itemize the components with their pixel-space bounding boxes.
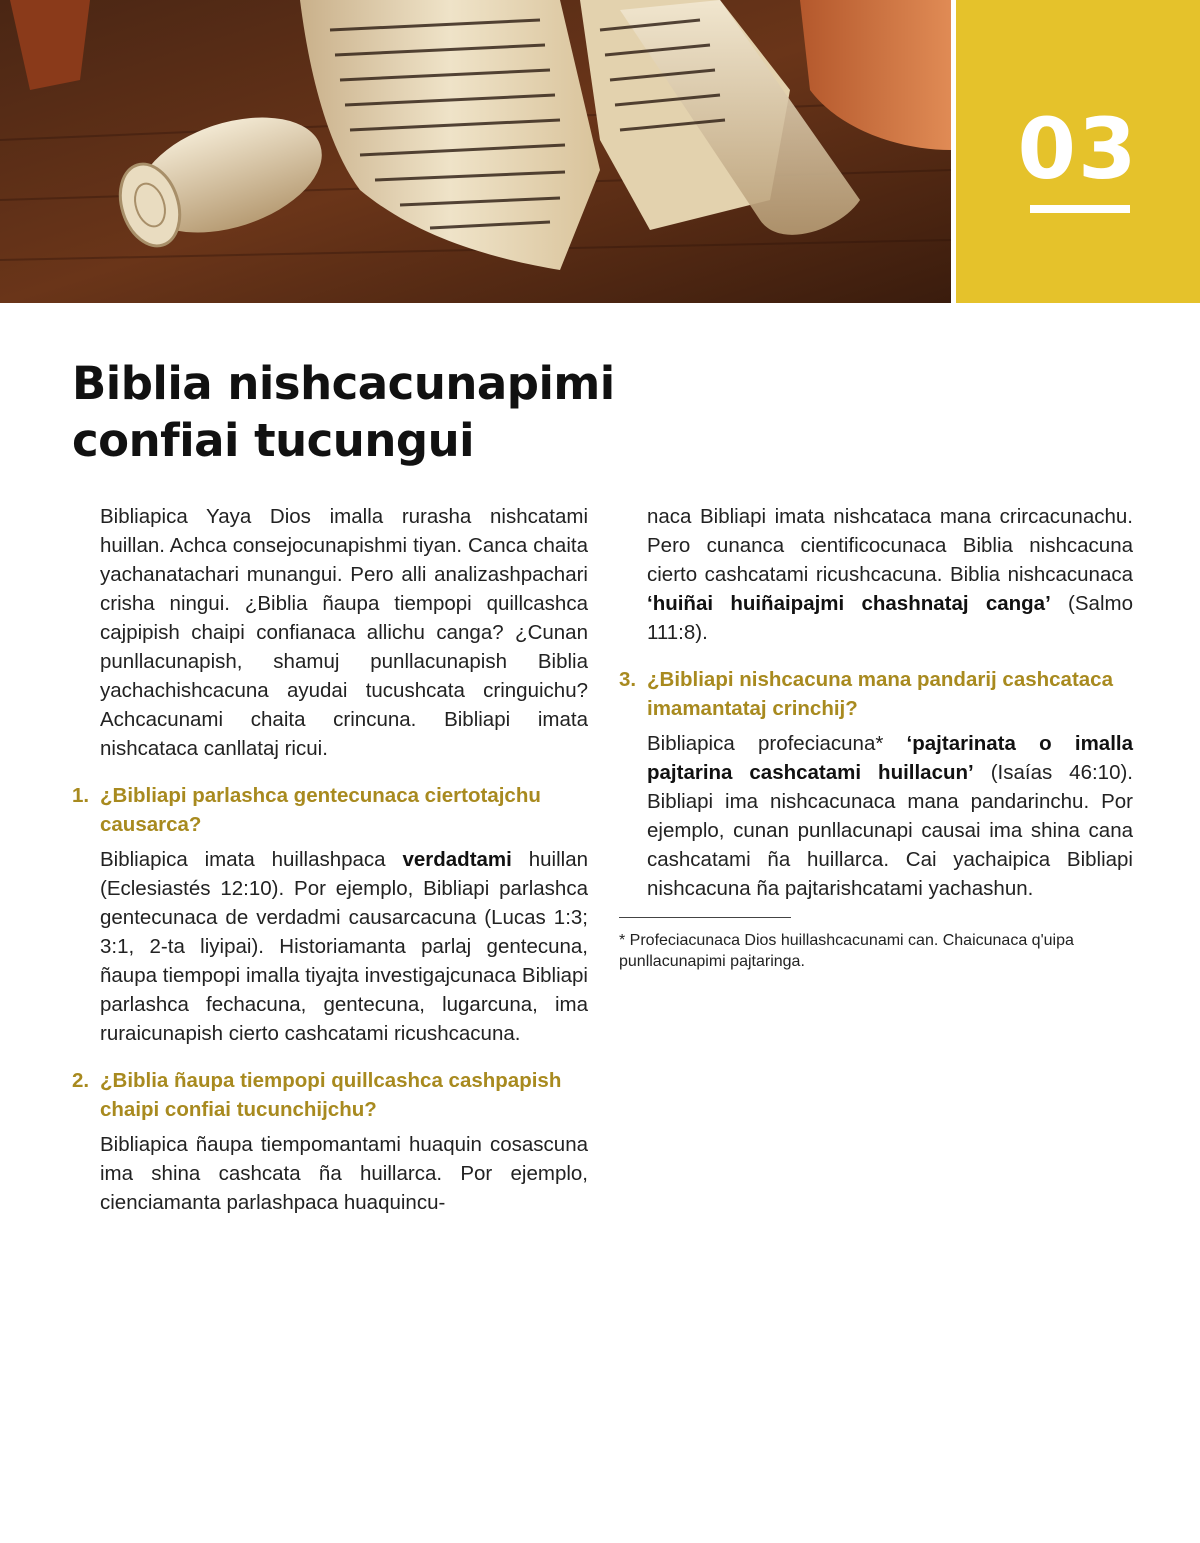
page-title — [72, 355, 692, 469]
lesson-number-badge — [956, 0, 1200, 303]
question-1-text: ¿Bibliapi parlashca gentecunaca ciertotajchu causarca? — [100, 784, 541, 836]
answer-1-text-end: huillan (Eclesiastés 12:10). Por ejemplo, Bibliapi parlashca gentecunaca de verdadmi causarcacuna (Lucas 1:3; 3:1, 2-ta liyipai). Historiamanta parlaj gentecuna, ñaupa tiempopi imalla tiyajta investigajcunaca Bibliapi parlashca fechacuna, gentecuna, lugarcuna, ima ruraicunapish cierto cashcatami ricushcacuna. — [100, 848, 588, 1045]
answer-2-text-end: (Salmo 111:8). — [647, 592, 1133, 644]
question-2 — [72, 1066, 588, 1124]
question-1 — [72, 781, 588, 839]
question-3-text: ¿Bibliapi nishcacuna mana pandarij cashcataca imamantataj crinchij? — [647, 668, 1113, 720]
page-title-line1: Biblia nishcacunapimi — [72, 357, 615, 410]
answer-3-text-end: (Isaías 46:10). Bibliapi ima nishcacunaca mana pandarinchu. Por ejemplo, cunan punllacunapi causai ima shina cana cashcatami ña huillarca. Cai yachaipica Bibliapi nishcacuna ña pajtarishcatami yachashun. — [647, 761, 1134, 900]
answer-2-text-continued: naca Bibliapi imata nishcataca mana crircacunachu. Pero cunanca cientificocunaca Biblia nishcacuna cierto cashcatami ricushcacuna. Biblia nishcacunaca — [647, 505, 1133, 586]
badge-underline — [1030, 205, 1130, 213]
scrolls-illustration — [0, 0, 951, 303]
intro-paragraph: Bibliapica Yaya Dios imalla rurasha nishcatami huillan. Achca consejocunapishmi tiyan. Canca chaita yachanatachari munangui. Pero alli analizashpachari crisha ningui. ¿Biblia ñaupa tiempopi quillcashca cajpipish chaipi confianaca allichu canga? ¿Cunan punllacunapish, shamuj punllacunapish Biblia yachachishcacuna ayudai tucushcata cringuichu? Achcacunami chaita crincuna. Bibliapi imata nishcataca canllataj ricui. — [100, 505, 588, 760]
question-1-number: 1. — [72, 784, 90, 807]
answer-2-emphasis: ‘huiñai huiñaipajmi chashnataj canga’ — [647, 592, 1051, 615]
answer-1-paragraph — [72, 845, 588, 1048]
answer-3-emphasis: ‘pajtarinata o imalla pajtarina cashcatami huillacun’ — [647, 732, 1133, 784]
answer-1-text-start: Bibliapica imata huillashpaca — [100, 848, 403, 871]
answer-2-paragraph-part2 — [619, 502, 1133, 647]
answer-3-text-start: Bibliapica profeciacuna* — [647, 732, 907, 755]
right-column — [619, 502, 1133, 972]
question-3-number: 3. — [619, 668, 637, 691]
hero-image-ancient-scrolls — [0, 0, 951, 303]
answer-1-emphasis: verdadtami — [402, 848, 512, 871]
footnote-divider — [619, 917, 791, 918]
page-title-line2: confiai tucungui — [72, 414, 475, 467]
question-2-text: ¿Biblia ñaupa tiempopi quillcashca cashpapish chaipi confiai tucunchijchu? — [100, 1069, 562, 1121]
answer-3-paragraph — [619, 729, 1133, 903]
question-3 — [619, 665, 1133, 723]
lesson-number: 03 — [1017, 100, 1139, 198]
left-column — [72, 502, 588, 1217]
question-2-number: 2. — [72, 1069, 90, 1092]
footnote: * Profeciacunaca Dios huillashcacunami can. Chaicunaca q'uipa punllacunapimi pajtaringa. — [619, 932, 1074, 970]
answer-2-paragraph-part1: Bibliapica ñaupa tiempomantami huaquin cosascuna ima shina cashcata ña huillarca. Por ejemplo, cienciamanta parlashpaca huaquincu- — [100, 1133, 588, 1214]
